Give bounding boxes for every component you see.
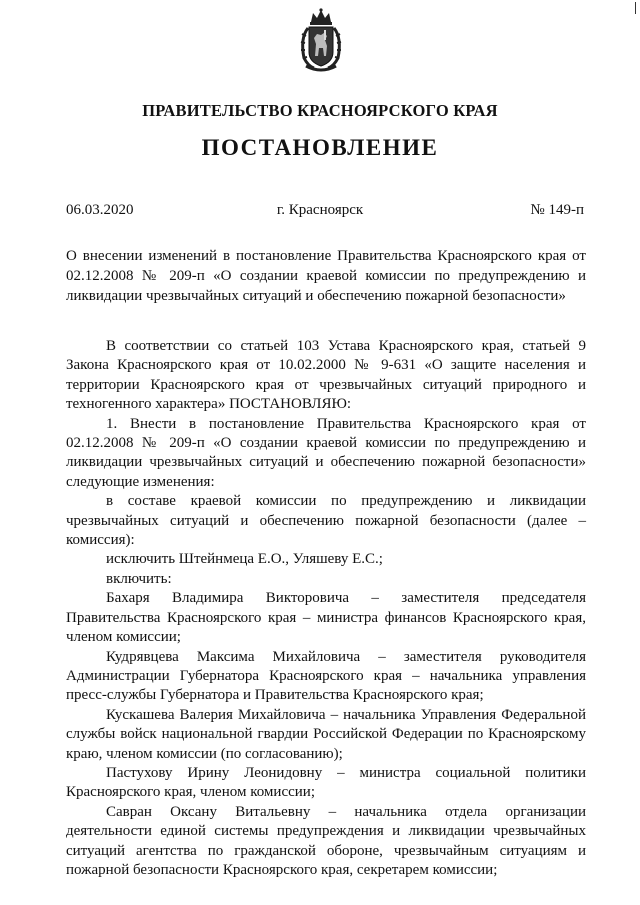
edge-mark [635,2,636,14]
preamble-paragraph: В соответствии со статьей 103 Устава Красноярского края, статьей 9 Закона Красноярского края от 10.02.2000 № 9-631 «О защите населения и территории Красноярского края от чрезвычайных ситуаций природного и техногенного характера» ПОСТАНОВЛЯЮ: [66,338,586,413]
composition-paragraph: в составе краевой комиссии по предупреждению и ликвидации чрезвычайных ситуаций и обеспечению пожарной безопасности (далее – комиссия): [66,493,586,549]
exclude-paragraph: исключить Штейнмеца Е.О., Уляшеву Е.С.; [106,551,383,568]
krasnoyarsk-coat-of-arms-icon [298,8,344,74]
document-body [66,337,586,880]
member-paragraph: Бахаря Владимира Викторовича – заместителя председателя Правительства Красноярского края – министра финансов Красноярского края, членом комиссии; [66,590,586,646]
item-1-paragraph: 1. Внести в постановление Правительства Красноярского края от 02.12.2008 № 209-п «О создании краевой комиссии по предупреждению и ликвидации чрезвычайных ситуаций и обеспечению пожарной безопасности» следующие изменения: [66,415,586,490]
member-paragraph: Кудрявцева Максима Михайловича – заместителя руководителя Администрации Губернатора Красноярского края – начальника управления пресс-службы Губернатора и Правительства Красноярского края; [66,648,586,704]
document-title: О внесении изменений в постановление Правительства Красноярского края от 02.12.2008 № 209-п «О создании краевой комиссии по предупреждению и ликвидации чрезвычайных ситуаций и обеспечению пожарной безопасности» [66,248,586,304]
member-paragraph: Савран Оксану Витальевну – начальника отдела организации деятельности единой системы предупреждения и ликвидации чрезвычайных ситуаций агентства по гражданской обороне, чрезвычайным ситуациям и пожарной безопасности Красноярского края, секретарем комиссии; [66,803,586,878]
document-date: 06.03.2020 [66,202,134,218]
member-paragraph: Пастухову Ирину Леонидовну – министра социальной политики Красноярского края, членом комиссии; [66,764,586,801]
document-type: ПОСТАНОВЛЕНИЕ [201,135,439,160]
document-city: г. Красноярск [276,202,364,218]
member-paragraph: Кускашева Валерия Михайловича – начальника Управления Федеральной службы войск национальной гвардии Российской Федерации по Красноярскому краю, членом комиссии (по согласованию); [66,706,586,762]
include-paragraph: включить: [106,570,172,587]
document-number: № 149-п [530,202,584,218]
organization-name: ПРАВИТЕЛЬСТВО КРАСНОЯРСКОГО КРАЯ [142,101,498,120]
